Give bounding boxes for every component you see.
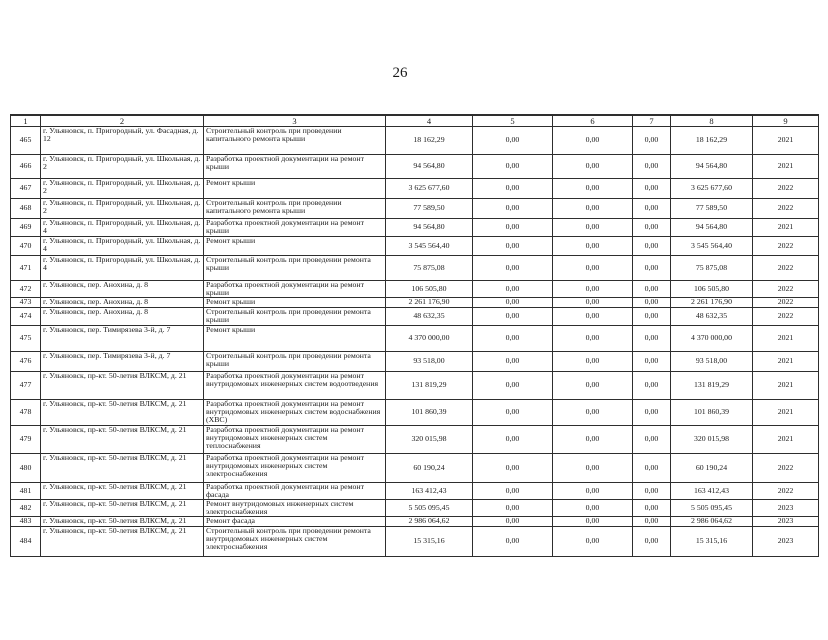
table-body [11, 126, 819, 556]
col-5-value-cell: 0,00 [473, 325, 553, 351]
header-col-9: 9 [753, 115, 819, 126]
year-cell: 2021 [753, 425, 819, 453]
address-cell: г. Ульяновск, пр-кт. 50-летия ВЛКСМ, д. 21 [41, 526, 204, 556]
address-cell: г. Ульяновск, п. Пригородный, ул. Фасадная, д. 12 [41, 126, 204, 154]
col-8-value-cell: 48 632,35 [671, 307, 753, 325]
col-7-value-cell: 0,00 [633, 526, 671, 556]
row-number-cell: 484 [11, 526, 41, 556]
col-6-value-cell: 0,00 [553, 126, 633, 154]
col-4-value-cell: 48 632,35 [386, 307, 473, 325]
col-7-value-cell: 0,00 [633, 218, 671, 236]
col-5-value-cell: 0,00 [473, 280, 553, 297]
address-cell: г. Ульяновск, пер. Анохина, д. 8 [41, 297, 204, 307]
col-5-value-cell: 0,00 [473, 178, 553, 198]
row-number-cell: 479 [11, 425, 41, 453]
table-row [11, 218, 819, 236]
col-4-value-cell: 94 564,80 [386, 154, 473, 178]
col-7-value-cell: 0,00 [633, 499, 671, 516]
header-row [11, 115, 819, 126]
col-6-value-cell: 0,00 [553, 325, 633, 351]
table-row [11, 516, 819, 526]
table-row [11, 198, 819, 218]
address-cell: г. Ульяновск, п. Пригородный, ул. Школьная, д. 4 [41, 236, 204, 255]
year-cell: 2022 [753, 280, 819, 297]
work-type-cell: Разработка проектной документации на ремонт фасада [204, 482, 386, 499]
year-cell: 2023 [753, 516, 819, 526]
year-cell: 2021 [753, 154, 819, 178]
table-row [11, 371, 819, 399]
address-cell: г. Ульяновск, п. Пригородный, ул. Школьная, д. 4 [41, 255, 204, 280]
address-cell: г. Ульяновск, пр-кт. 50-летия ВЛКСМ, д. 21 [41, 482, 204, 499]
col-7-value-cell: 0,00 [633, 297, 671, 307]
col-7-value-cell: 0,00 [633, 399, 671, 425]
work-type-cell: Разработка проектной документации на ремонт крыши [204, 280, 386, 297]
col-4-value-cell: 2 986 064,62 [386, 516, 473, 526]
address-cell: г. Ульяновск, п. Пригородный, ул. Школьная, д. 2 [41, 198, 204, 218]
header-col-7: 7 [633, 115, 671, 126]
col-5-value-cell: 0,00 [473, 351, 553, 371]
header-col-5: 5 [473, 115, 553, 126]
table-row [11, 154, 819, 178]
year-cell: 2022 [753, 178, 819, 198]
col-4-value-cell: 5 505 095,45 [386, 499, 473, 516]
header-col-4: 4 [386, 115, 473, 126]
col-4-value-cell: 3 625 677,60 [386, 178, 473, 198]
col-4-value-cell: 93 518,00 [386, 351, 473, 371]
col-6-value-cell: 0,00 [553, 526, 633, 556]
col-8-value-cell: 18 162,29 [671, 126, 753, 154]
col-5-value-cell: 0,00 [473, 425, 553, 453]
col-5-value-cell: 0,00 [473, 499, 553, 516]
address-cell: г. Ульяновск, пер. Тимирязева 3-й, д. 7 [41, 325, 204, 351]
year-cell: 2021 [753, 325, 819, 351]
year-cell: 2023 [753, 499, 819, 516]
row-number-cell: 482 [11, 499, 41, 516]
year-cell: 2022 [753, 255, 819, 280]
col-4-value-cell: 18 162,29 [386, 126, 473, 154]
col-4-value-cell: 4 370 000,00 [386, 325, 473, 351]
col-8-value-cell: 101 860,39 [671, 399, 753, 425]
year-cell: 2022 [753, 453, 819, 482]
col-8-value-cell: 94 564,80 [671, 154, 753, 178]
col-5-value-cell: 0,00 [473, 126, 553, 154]
address-cell: г. Ульяновск, пр-кт. 50-летия ВЛКСМ, д. 21 [41, 399, 204, 425]
col-8-value-cell: 163 412,43 [671, 482, 753, 499]
address-cell: г. Ульяновск, пр-кт. 50-летия ВЛКСМ, д. 21 [41, 499, 204, 516]
col-5-value-cell: 0,00 [473, 255, 553, 280]
col-5-value-cell: 0,00 [473, 218, 553, 236]
year-cell: 2022 [753, 297, 819, 307]
address-cell: г. Ульяновск, п. Пригородный, ул. Школьная, д. 2 [41, 178, 204, 198]
row-number-cell: 471 [11, 255, 41, 280]
col-6-value-cell: 0,00 [553, 351, 633, 371]
col-4-value-cell: 101 860,39 [386, 399, 473, 425]
table-row [11, 499, 819, 516]
row-number-cell: 475 [11, 325, 41, 351]
work-type-cell: Строительный контроль при проведении ремонта крыши [204, 307, 386, 325]
row-number-cell: 474 [11, 307, 41, 325]
work-type-cell: Разработка проектной документации на ремонт внутридомовых инженерных систем водоснабжения (ХВС) [204, 399, 386, 425]
col-7-value-cell: 0,00 [633, 482, 671, 499]
col-8-value-cell: 3 545 564,40 [671, 236, 753, 255]
table-row [11, 126, 819, 154]
address-cell: г. Ульяновск, пр-кт. 50-летия ВЛКСМ, д. 21 [41, 516, 204, 526]
table-row [11, 453, 819, 482]
year-cell: 2021 [753, 218, 819, 236]
col-5-value-cell: 0,00 [473, 482, 553, 499]
work-type-cell: Разработка проектной документации на ремонт крыши [204, 218, 386, 236]
row-number-cell: 472 [11, 280, 41, 297]
row-number-cell: 480 [11, 453, 41, 482]
col-8-value-cell: 15 315,16 [671, 526, 753, 556]
year-cell: 2023 [753, 526, 819, 556]
table-row [11, 482, 819, 499]
col-7-value-cell: 0,00 [633, 453, 671, 482]
col-7-value-cell: 0,00 [633, 351, 671, 371]
col-6-value-cell: 0,00 [553, 255, 633, 280]
work-type-cell: Строительный контроль при проведении ремонта крыши [204, 351, 386, 371]
row-number-cell: 470 [11, 236, 41, 255]
col-5-value-cell: 0,00 [473, 371, 553, 399]
year-cell: 2022 [753, 482, 819, 499]
col-6-value-cell: 0,00 [553, 154, 633, 178]
row-number-cell: 465 [11, 126, 41, 154]
year-cell: 2021 [753, 399, 819, 425]
row-number-cell: 483 [11, 516, 41, 526]
year-cell: 2021 [753, 126, 819, 154]
col-8-value-cell: 5 505 095,45 [671, 499, 753, 516]
col-8-value-cell: 4 370 000,00 [671, 325, 753, 351]
col-5-value-cell: 0,00 [473, 526, 553, 556]
col-6-value-cell: 0,00 [553, 453, 633, 482]
year-cell: 2021 [753, 371, 819, 399]
work-type-cell: Строительный контроль при проведении ремонта крыши [204, 255, 386, 280]
address-cell: г. Ульяновск, пер. Анохина, д. 8 [41, 307, 204, 325]
col-5-value-cell: 0,00 [473, 198, 553, 218]
col-5-value-cell: 0,00 [473, 399, 553, 425]
table-row [11, 280, 819, 297]
row-number-cell: 477 [11, 371, 41, 399]
address-cell: г. Ульяновск, пр-кт. 50-летия ВЛКСМ, д. 21 [41, 453, 204, 482]
col-7-value-cell: 0,00 [633, 154, 671, 178]
col-4-value-cell: 3 545 564,40 [386, 236, 473, 255]
row-number-cell: 468 [11, 198, 41, 218]
col-8-value-cell: 93 518,00 [671, 351, 753, 371]
col-6-value-cell: 0,00 [553, 516, 633, 526]
work-type-cell: Строительный контроль при проведении капитального ремонта крыши [204, 126, 386, 154]
col-6-value-cell: 0,00 [553, 482, 633, 499]
col-4-value-cell: 131 819,29 [386, 371, 473, 399]
work-type-cell: Ремонт крыши [204, 178, 386, 198]
address-cell: г. Ульяновск, п. Пригородный, ул. Школьная, д. 4 [41, 218, 204, 236]
col-6-value-cell: 0,00 [553, 297, 633, 307]
year-cell: 2021 [753, 351, 819, 371]
col-6-value-cell: 0,00 [553, 425, 633, 453]
row-number-cell: 481 [11, 482, 41, 499]
year-cell: 2022 [753, 198, 819, 218]
address-cell: г. Ульяновск, п. Пригородный, ул. Школьная, д. 2 [41, 154, 204, 178]
col-8-value-cell: 3 625 677,60 [671, 178, 753, 198]
col-5-value-cell: 0,00 [473, 307, 553, 325]
col-4-value-cell: 75 875,08 [386, 255, 473, 280]
col-4-value-cell: 106 505,80 [386, 280, 473, 297]
address-cell: г. Ульяновск, пер. Тимирязева 3-й, д. 7 [41, 351, 204, 371]
col-8-value-cell: 320 015,98 [671, 425, 753, 453]
col-4-value-cell: 77 589,50 [386, 198, 473, 218]
col-5-value-cell: 0,00 [473, 297, 553, 307]
year-cell: 2022 [753, 236, 819, 255]
row-number-cell: 467 [11, 178, 41, 198]
col-6-value-cell: 0,00 [553, 236, 633, 255]
header-col-6: 6 [553, 115, 633, 126]
col-7-value-cell: 0,00 [633, 255, 671, 280]
header-col-1: 1 [11, 115, 41, 126]
col-8-value-cell: 2 986 064,62 [671, 516, 753, 526]
work-type-cell: Ремонт крыши [204, 325, 386, 351]
col-4-value-cell: 94 564,80 [386, 218, 473, 236]
table-row [11, 178, 819, 198]
table-row [11, 236, 819, 255]
col-5-value-cell: 0,00 [473, 154, 553, 178]
col-4-value-cell: 320 015,98 [386, 425, 473, 453]
table-row [11, 297, 819, 307]
col-7-value-cell: 0,00 [633, 371, 671, 399]
col-7-value-cell: 0,00 [633, 280, 671, 297]
table-row [11, 307, 819, 325]
col-6-value-cell: 0,00 [553, 399, 633, 425]
address-cell: г. Ульяновск, пр-кт. 50-летия ВЛКСМ, д. 21 [41, 425, 204, 453]
col-7-value-cell: 0,00 [633, 236, 671, 255]
col-6-value-cell: 0,00 [553, 178, 633, 198]
col-8-value-cell: 94 564,80 [671, 218, 753, 236]
year-cell: 2022 [753, 307, 819, 325]
row-number-cell: 466 [11, 154, 41, 178]
col-7-value-cell: 0,00 [633, 126, 671, 154]
table-row [11, 325, 819, 351]
work-schedule-table [10, 114, 819, 557]
address-cell: г. Ульяновск, пр-кт. 50-летия ВЛКСМ, д. 21 [41, 371, 204, 399]
table-header [11, 115, 819, 126]
row-number-cell: 476 [11, 351, 41, 371]
address-cell: г. Ульяновск, пер. Анохина, д. 8 [41, 280, 204, 297]
table-row [11, 399, 819, 425]
col-8-value-cell: 106 505,80 [671, 280, 753, 297]
col-5-value-cell: 0,00 [473, 516, 553, 526]
work-type-cell: Разработка проектной документации на ремонт внутридомовых инженерных систем электроснабжения [204, 453, 386, 482]
work-type-cell: Ремонт крыши [204, 297, 386, 307]
col-8-value-cell: 131 819,29 [671, 371, 753, 399]
row-number-cell: 473 [11, 297, 41, 307]
col-7-value-cell: 0,00 [633, 307, 671, 325]
table-row [11, 526, 819, 556]
col-7-value-cell: 0,00 [633, 325, 671, 351]
work-type-cell: Ремонт фасада [204, 516, 386, 526]
col-6-value-cell: 0,00 [553, 307, 633, 325]
table-row [11, 425, 819, 453]
row-number-cell: 469 [11, 218, 41, 236]
col-5-value-cell: 0,00 [473, 236, 553, 255]
col-4-value-cell: 163 412,43 [386, 482, 473, 499]
col-8-value-cell: 77 589,50 [671, 198, 753, 218]
col-7-value-cell: 0,00 [633, 516, 671, 526]
col-6-value-cell: 0,00 [553, 499, 633, 516]
col-4-value-cell: 60 190,24 [386, 453, 473, 482]
header-col-2: 2 [41, 115, 204, 126]
work-type-cell: Разработка проектной документации на ремонт внутридомовых инженерных систем водоотведения [204, 371, 386, 399]
work-type-cell: Разработка проектной документации на ремонт внутридомовых инженерных систем теплоснабжения [204, 425, 386, 453]
col-6-value-cell: 0,00 [553, 371, 633, 399]
header-col-3: 3 [204, 115, 386, 126]
work-type-cell: Строительный контроль при проведении капитального ремонта крыши [204, 198, 386, 218]
col-8-value-cell: 2 261 176,90 [671, 297, 753, 307]
col-5-value-cell: 0,00 [473, 453, 553, 482]
page-number: 26 [392, 65, 408, 81]
col-7-value-cell: 0,00 [633, 178, 671, 198]
work-type-cell: Ремонт крыши [204, 236, 386, 255]
col-8-value-cell: 75 875,08 [671, 255, 753, 280]
col-7-value-cell: 0,00 [633, 425, 671, 453]
col-4-value-cell: 2 261 176,90 [386, 297, 473, 307]
col-4-value-cell: 15 315,16 [386, 526, 473, 556]
table-row [11, 255, 819, 280]
row-number-cell: 478 [11, 399, 41, 425]
col-8-value-cell: 60 190,24 [671, 453, 753, 482]
col-7-value-cell: 0,00 [633, 198, 671, 218]
work-type-cell: Ремонт внутридомовых инженерных систем электроснабжения [204, 499, 386, 516]
col-6-value-cell: 0,00 [553, 218, 633, 236]
work-type-cell: Разработка проектной документации на ремонт крыши [204, 154, 386, 178]
col-6-value-cell: 0,00 [553, 280, 633, 297]
table-row [11, 351, 819, 371]
work-type-cell: Строительный контроль при проведении ремонта внутридомовых инженерных систем электроснабжения [204, 526, 386, 556]
header-col-8: 8 [671, 115, 753, 126]
col-6-value-cell: 0,00 [553, 198, 633, 218]
